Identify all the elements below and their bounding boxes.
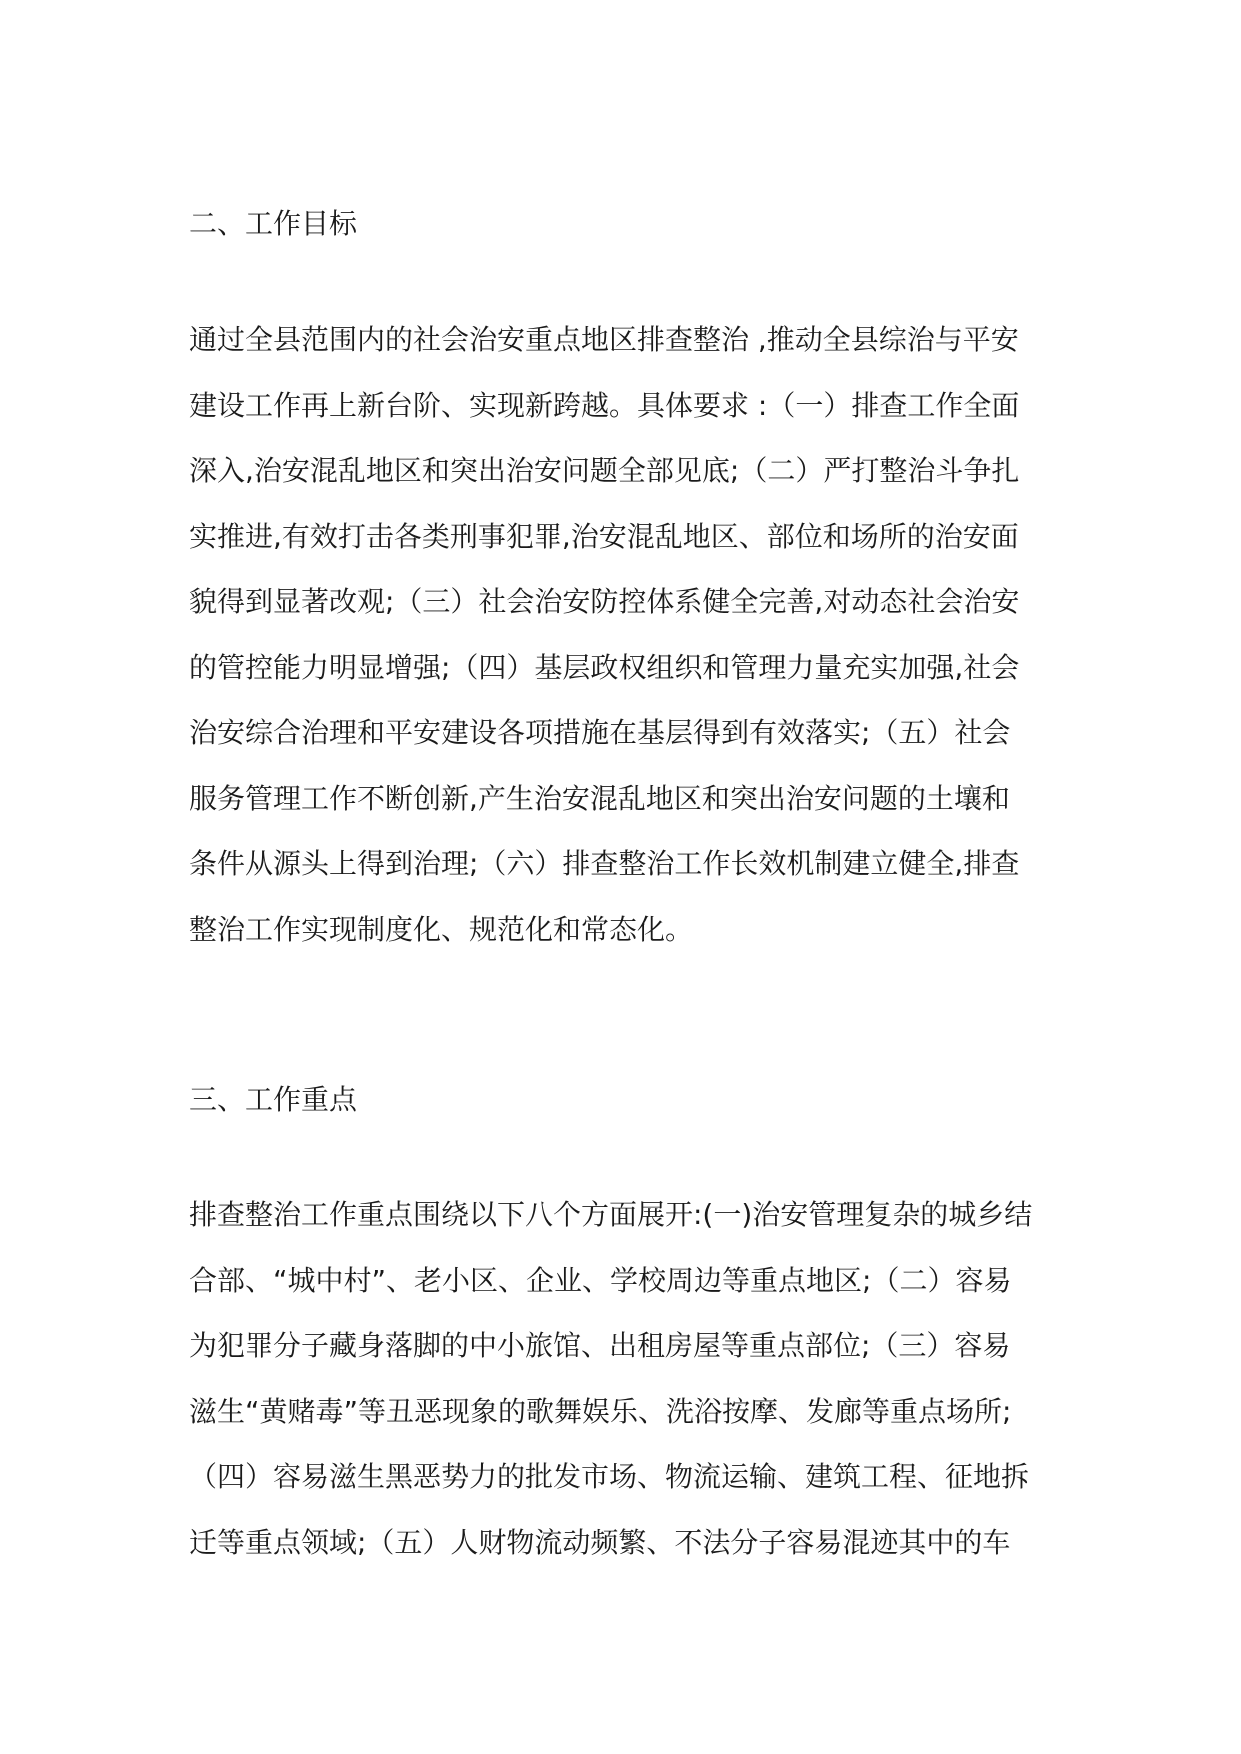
text-line: 深入,治安混乱地区和突出治安问题全部见底;（二）严打整治斗争扎 [189, 454, 1020, 487]
text-line: 貌得到显著改观;（三）社会治安防控体系健全完善,对动态社会治安 [189, 585, 1020, 618]
text-line: 排查整治工作重点围绕以下八个方面展开:(一)治安管理复杂的城乡结 [189, 1198, 1033, 1231]
paragraph-goals [189, 307, 1064, 962]
text-line: 治安综合治理和平安建设各项措施在基层得到有效落实;（五）社会 [189, 716, 1011, 749]
text-line: 为犯罪分子藏身落脚的中小旅馆、出租房屋等重点部位;（三）容易 [189, 1329, 1011, 1362]
text-line: 服务管理工作不断创新,产生治安混乱地区和突出治安问题的土壤和 [189, 781, 1010, 815]
text-line: 的管控能力明显增强;（四）基层政权组织和管理力量充实加强,社会 [189, 650, 1020, 684]
section-heading-priorities: 三、工作重点 [189, 1083, 358, 1116]
text-line: 条件从源头上得到治理;（六）排查整治工作长效机制建立健全,排查 [189, 847, 1020, 880]
text-line: （四）容易滋生黑恶势力的批发市场、物流运输、建筑工程、征地拆 [189, 1460, 1030, 1493]
text-line: 合部、“城中村”、老小区、企业、学校周边等重点地区;（二）容易 [189, 1263, 1012, 1297]
section-heading-goals: 二、工作目标 [189, 207, 358, 240]
text-line: 实推进,有效打击各类刑事犯罪,治安混乱地区、部位和场所的治安面 [189, 519, 1019, 553]
text-line: 迁等重点领域;（五）人财物流动频繁、不法分子容易混迹其中的车 [189, 1525, 1011, 1559]
text-line: 滋生“黄赌毒”等丑恶现象的歌舞娱乐、洗浴按摩、发廊等重点场所; [189, 1394, 1012, 1428]
paragraph-priorities [189, 1182, 1064, 1575]
text-line: 建设工作再上新台阶、实现新跨越。具体要求 :（一）排查工作全面 [189, 388, 1020, 422]
text-line: 通过全县范围内的社会治安重点地区排查整治 ,推动全县综治与平安 [189, 323, 1019, 356]
text-line: 整治工作实现制度化、规范化和常态化。 [189, 912, 694, 946]
